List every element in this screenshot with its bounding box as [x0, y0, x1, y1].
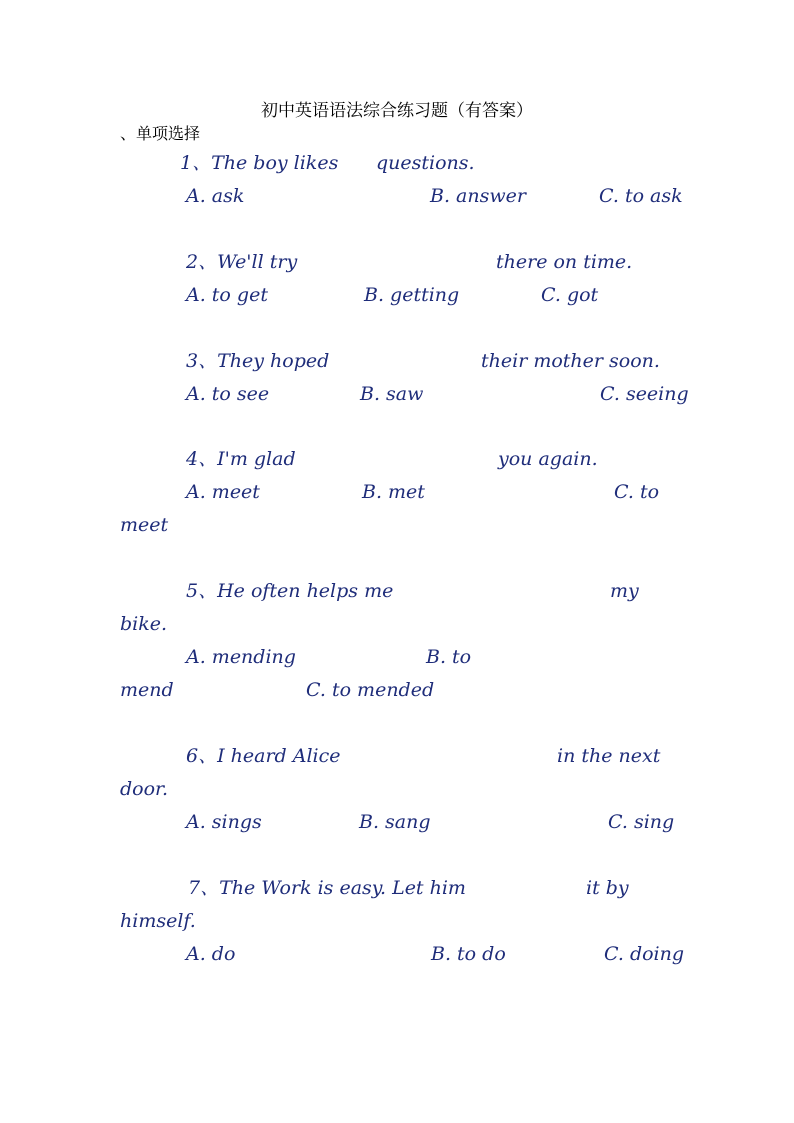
question-7-stem-wrap: himself. [120, 910, 196, 932]
question-1-option-c: C. to ask [599, 185, 683, 207]
question-7-option-c: C. doing [604, 943, 685, 965]
question-5-option-c: C. to mended [306, 679, 435, 701]
question-5-option-b-wrap: mend [120, 679, 174, 701]
question-5-stem-end: my [610, 580, 639, 602]
question-7-option-b: B. to do [431, 943, 506, 965]
question-3-stem-end: their mother soon. [481, 350, 660, 372]
question-5-stem: 5、He often helps me [186, 580, 394, 602]
question-2-option-b: B. getting [364, 284, 460, 306]
question-6-stem: 6、I heard Alice [186, 745, 341, 767]
question-6-stem-wrap: door. [120, 778, 169, 800]
question-6-stem-end: in the next [557, 745, 661, 767]
question-4-stem: 4、I'm glad [186, 448, 296, 470]
question-2-option-c: C. got [541, 284, 599, 306]
question-5-option-a: A. mending [186, 646, 296, 668]
question-3-stem: 3、They hoped [186, 350, 330, 372]
question-3-option-c: C. seeing [600, 383, 689, 405]
question-7-option-a: A. do [186, 943, 236, 965]
question-4-stem-end: you again. [498, 448, 598, 470]
question-5-stem-wrap: bike. [120, 613, 168, 635]
question-1-stem-end: questions. [376, 152, 475, 174]
question-3-option-b: B. saw [360, 383, 424, 405]
question-1-option-b: B. answer [430, 185, 526, 207]
question-6-option-c: C. sing [608, 811, 675, 833]
question-4-option-b: B. met [362, 481, 425, 503]
question-1-stem: 1、The boy likes [180, 152, 339, 174]
question-6-option-b: B. sang [359, 811, 431, 833]
question-7-stem: 7、The Work is easy. Let him [188, 877, 466, 899]
question-2-stem: 2、We'll try [186, 251, 298, 273]
question-5-option-b: B. to [426, 646, 472, 668]
question-1-option-a: A. ask [186, 185, 245, 207]
question-4-option-c-wrap: meet [120, 514, 169, 536]
question-7-stem-end: it by [586, 877, 629, 899]
question-4-option-a: A. meet [186, 481, 260, 503]
question-3-option-a: A. to see [186, 383, 270, 405]
document-title: 初中英语语法综合练习题（有答案） [261, 101, 533, 121]
section-heading: 、单项选择 [120, 124, 201, 143]
question-2-stem-end: there on time. [496, 251, 633, 273]
question-6-option-a: A. sings [186, 811, 262, 833]
question-4-option-c: C. to [614, 481, 660, 503]
question-2-option-a: A. to get [186, 284, 268, 306]
